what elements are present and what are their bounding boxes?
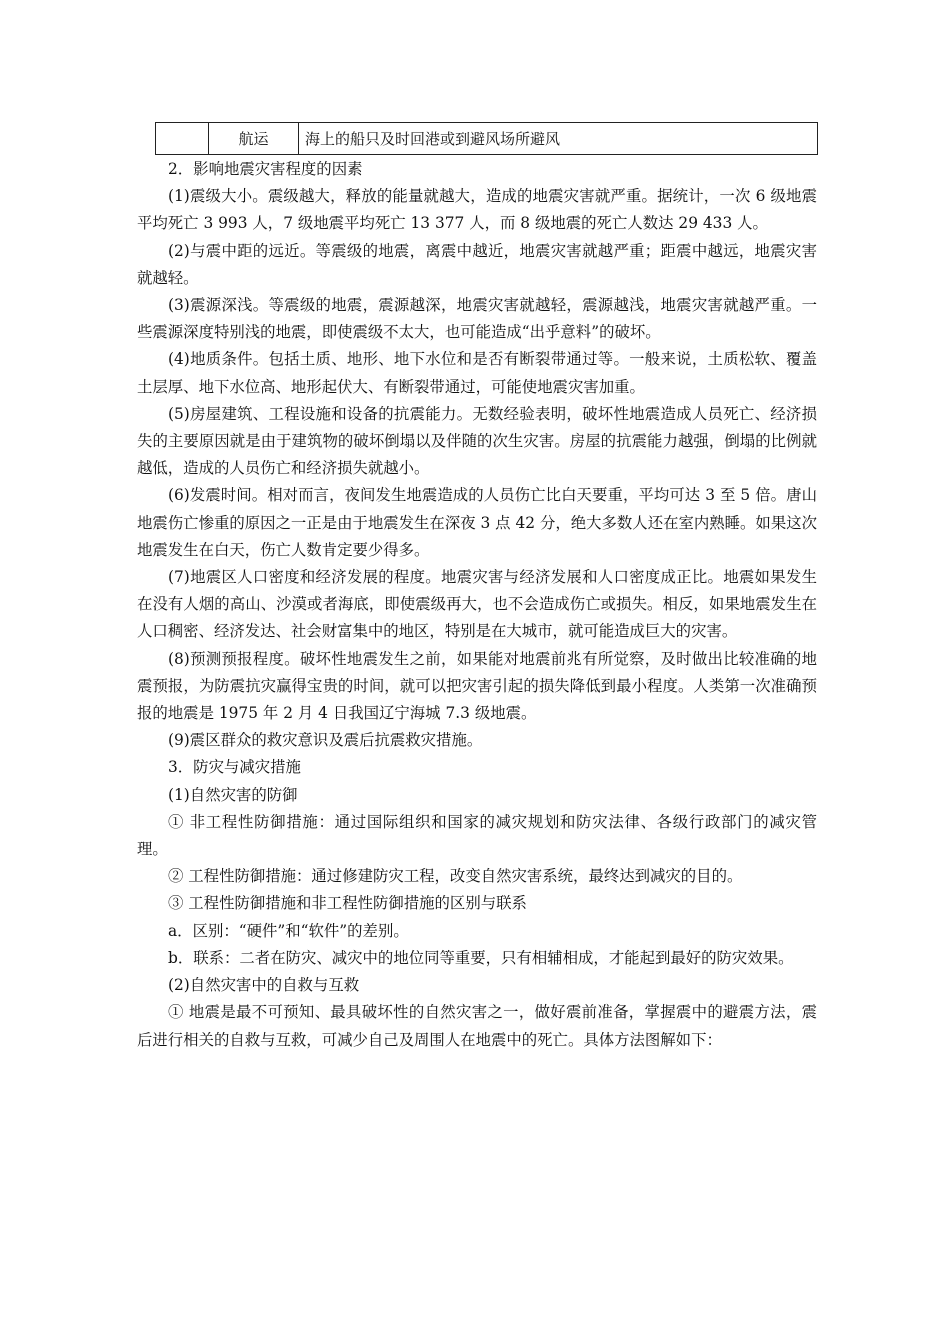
paragraph-geology: (4)地质条件。包括土质、地形、地下水位和是否有断裂带通过等。一般来说，土质松软、覆盖土层厚、地下水位高、地形起伏大、有断裂带通过，可能使地震灾害加重。 [137, 350, 817, 396]
paragraph-awareness: (9)震区群众的救灾意识及震后抗震救灾措施。 [168, 731, 483, 750]
list-item: ② 工程性防御措施：通过修建防灾工程，改变自然灾害系统，最终达到减灾的目的。 [168, 867, 743, 886]
paragraph-forecast: (8)预测预报程度。破坏性地震发生之前，如果能对地震前兆有所觉察，及时做出比较准确的地震预报，为防震抗灾赢得宝贵的时间，就可以把灾害引起的损失降低到最小程度。人类第一次准确预报的地震是 1975 年 2 月 4 日我国辽宁海城 7.3 级地震。 [137, 649, 817, 723]
section-heading-measures: 3．防灾与减灾措施 [168, 758, 301, 777]
paragraph-epicentral-distance: (2)与震中距的远近。等震级的地震，离震中越近，地震灾害就越严重；距震中越远，地震灾害就越轻。 [137, 241, 817, 287]
table-cell-category: 航运 [209, 123, 299, 155]
paragraph-population: (7)地震区人口密度和经济发展的程度。地震灾害与经济发展和人口密度成正比。地震如果发生在没有人烟的高山、沙漠或者海底，即使震级再大，也不会造成伤亡或损失。相反，如果地震发生在人口稠密、经济发达、社会财富集中的地区，特别是在大城市，就可能造成巨大的灾害。 [137, 568, 817, 641]
section-heading-factors: 2．影响地震灾害程度的因素 [168, 160, 363, 178]
list-item: ① 非工程性防御措施：通过国际组织和国家的减灾规划和防灾法律、各级行政部门的减灾管理。 [137, 812, 817, 859]
list-item: ③ 工程性防御措施和非工程性防御措施的区别与联系 [168, 894, 527, 913]
paragraph-magnitude: (1)震级大小。震级越大，释放的能量就越大，造成的地震灾害就严重。据统计，一次 6 级地震平均死亡 3 993 人，7 级地震平均死亡 13 377 人，而 8 级地震的死亡人数达 29 433 人。 [137, 187, 817, 233]
list-item: a．区别：“硬件”和“软件”的差别。 [168, 921, 409, 940]
subheading-defense: (1)自然灾害的防御 [168, 785, 298, 804]
measures-table [155, 122, 818, 155]
paragraph-buildings: (5)房屋建筑、工程设施和设备的抗震能力。无数经验表明，破坏性地震造成人员死亡、经济损失的主要原因就是由于建筑物的破坏倒塌以及伴随的次生灾害。房屋的抗震能力越强，倒塌的比例就越低，造成的人员伤亡和经济损失就越小。 [137, 404, 817, 478]
paragraph-focal-depth: (3)震源深浅。等震级的地震，震源越深，地震灾害就越轻，震源越浅，地震灾害就越严重。一些震源深度特别浅的地震，即使震级不太大，也可能造成“出乎意料”的破坏。 [137, 296, 817, 342]
document-body [137, 156, 817, 1054]
table-cell-measure: 海上的船只及时回港或到避风场所避风 [299, 123, 818, 155]
paragraph-time: (6)发震时间。相对而言，夜间发生地震造成的人员伤亡比白天要重，平均可达 3 至 5 倍。唐山地震伤亡惨重的原因之一正是由于地震发生在深夜 3 点 42 分，绝大多数人还在室内熟睡。如果这次地震发生在白天，伤亡人数肯定要少得多。 [137, 486, 817, 559]
list-item: ① 地震是最不可预知、最具破坏性的自然灾害之一，做好震前准备，掌握震中的避震方法，震后进行相关的自救与互救，可减少自己及周围人在地震中的死亡。具体方法图解如下： [137, 1003, 817, 1049]
list-item: b．联系：二者在防灾、减灾中的地位同等重要，只有相辅相成，才能起到最好的防灾效果。 [168, 948, 794, 967]
table-cell-empty [156, 123, 209, 155]
subheading-self-rescue: (2)自然灾害中的自救与互救 [168, 976, 360, 995]
table-row [156, 123, 818, 155]
